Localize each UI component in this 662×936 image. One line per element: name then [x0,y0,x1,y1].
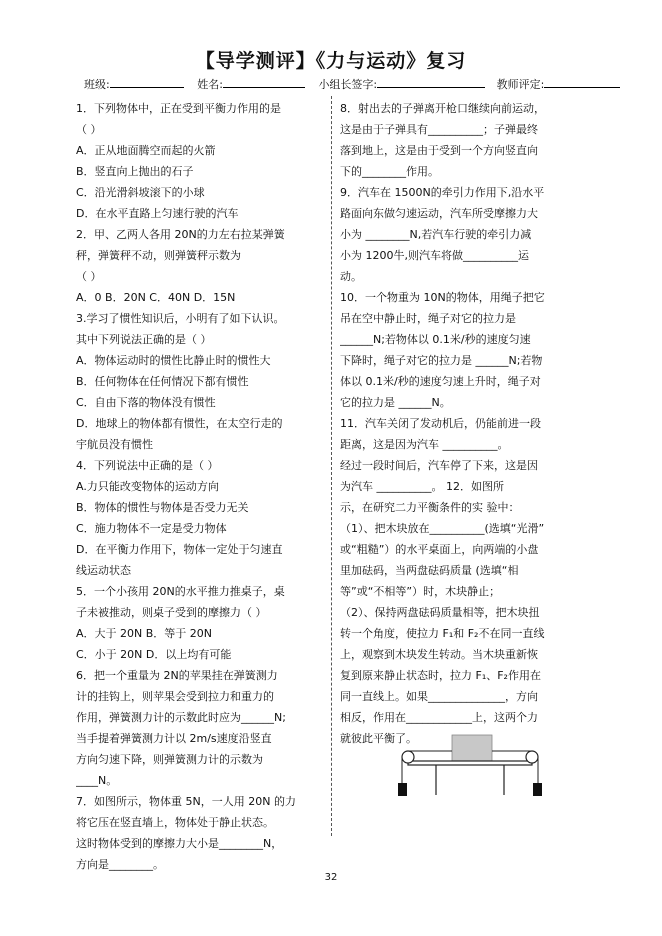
balance-experiment-figure [396,733,544,801]
right-column [340,98,586,749]
text-line: 作用，弹簧测力计的示数此时应为______N; [76,711,286,724]
weight-left [398,783,407,796]
text-line: 距离，这是因为汽车 __________。 [340,438,509,451]
text-line: 落到地上，这是由于受到一个方向竖直向 [340,144,538,157]
text-line: 相反，作用在____________上，这两个力 [340,711,538,724]
text-line: 计的挂钩上，则苹果会受到拉力和重力的 [76,690,274,703]
text-line: 吊在空中静止时，绳子对它的拉力是 [340,312,516,325]
text-line: 秤，弹簧秤不动，则弹簧秤示数为 [76,249,241,262]
text-line: 小为 ________N,若汽车行驶的牵引力减 [340,228,532,241]
text-line: 小为 1200牛,则汽车将做__________运 [340,249,529,262]
text-line: C．沿光滑斜坡滚下的小球 [76,186,205,199]
text-line: 这时物体受到的摩擦力大小是________N， [76,837,283,850]
name-blank [223,76,305,88]
table-top [408,761,532,765]
text-line: 为汽车 __________。 12．如图所 [340,480,504,493]
group-leader-label: 小组长签字: [318,78,378,91]
text-line: 同一直线上。如果______________，方向 [340,690,538,703]
text-line: 方向是________。 [76,858,164,871]
text-line: C．自由下落的物体没有惯性 [76,396,216,409]
text-line: D．在水平直路上匀速行驶的汽车 [76,207,239,220]
text-line: A.力只能改变物体的运动方向 [76,480,219,493]
text-line: ______N;若物体以 0.1米/秒的速度匀速 [340,333,531,346]
text-line: 里加砝码，当两盘砝码质量 (选填“相 [340,564,519,577]
text-line: 动。 [340,270,362,283]
text-line: 经过一段时间后，汽车停了下来，这是因 [340,459,538,472]
text-line: 等”或“不相等”）时，木块静止； [340,585,501,598]
text-line: 子未被推动，则桌子受到的摩擦力（ ） [76,606,267,619]
text-line: （ ） [76,123,102,136]
text-line: D．在平衡力作用下，物体一定处于匀速直 [76,543,283,556]
page-title: 【导学测评】《力与运动》复习 [195,50,467,72]
text-line: 10．一个物重为 10N的物体，用绳子把它 [340,291,545,304]
text-line: （1）、把木块放在__________(选填“光滑” [340,522,545,535]
class-label: 班级: [84,78,110,91]
text-line: 或“粗糙”）的水平桌面上，向两端的小盘 [340,543,539,556]
text-line: B．物体的惯性与物体是否受力无关 [76,501,249,514]
text-line: B．任何物体在任何情况下都有惯性 [76,375,249,388]
text-line: A．正从地面腾空而起的火箭 [76,144,216,157]
text-line: 2．甲、乙两人各用 20N的力左右拉某弹簧 [76,228,285,241]
text-line: 就彼此平衡了。 [340,732,417,745]
text-line: ____N。 [76,774,118,787]
header-fields [84,76,620,92]
text-line: A．大于 20N B．等于 20N [76,627,213,640]
teacher-blank [544,76,620,88]
text-line: 1．下列物体中，正在受到平衡力作用的是 [76,102,281,115]
text-line: 它的拉力是 ______N。 [340,396,451,409]
text-line: 5．一个小孩用 20N的水平推力推桌子，桌 [76,585,285,598]
text-line: 上，观察到木块发生转动。当木块重新恢 [340,648,538,661]
text-line: 7．如图所示，物体重 5N，一人用 20N 的力 [76,795,296,808]
page-number: 32 [324,872,338,883]
text-line: 下降时，绳子对它的拉力是 ______N;若物 [340,354,543,367]
text-line: B．竖直向上抛出的石子 [76,165,194,178]
pulley-left [402,751,414,763]
text-line: 6．把一个重量为 2N的苹果挂在弹簧测力 [76,669,278,682]
text-line: 转一个角度，使拉力 F₁和 F₂不在同一直线 [340,627,545,640]
wooden-block [452,735,492,761]
text-line: A．0 B．20N C．40N D．15N [76,291,236,304]
text-line: 8．射出去的子弹离开枪口继续向前运动， [340,102,545,115]
class-blank [110,76,184,88]
text-line: 其中下列说法正确的是（ ） [76,333,212,346]
left-column [76,98,322,875]
text-line: 宇航员没有惯性 [76,438,153,451]
text-line: 11．汽车关闭了发动机后，仍能前进一段 [340,417,541,430]
pulley-right [526,751,538,763]
text-line: 将它压在竖直墙上，物体处于静止状态。 [76,816,274,829]
name-label: 姓名: [197,78,223,91]
text-line: 方向匀速下降，则弹簧测力计的示数为 [76,753,263,766]
group-leader-blank [377,76,485,88]
text-line: C．小于 20N D．以上均有可能 [76,648,232,661]
text-line: A．物体运动时的惯性比静止时的惯性大 [76,354,271,367]
weight-right [533,783,542,796]
text-line: 复到原来静止状态时，拉力 F₁、F₂作用在 [340,669,541,682]
teacher-label: 教师评定: [496,78,545,91]
text-line: （2）、保持两盘砝码质量相等，把木块扭 [340,606,540,619]
text-line: 当手提着弹簧测力计以 2m/s速度沿竖直 [76,732,272,745]
column-divider [331,96,332,836]
text-line: （ ） [76,270,102,283]
text-line: 3.学习了惯性知识后，小明有了如下认识。 [76,312,285,325]
text-line: D．地球上的物体都有惯性，在太空行走的 [76,417,283,430]
text-line: 9．汽车在 1500N的牵引力作用下,沿水平 [340,186,545,199]
text-line: 这是由于子弹具有__________；子弹最终 [340,123,538,136]
text-line: 体以 0.1米/秒的速度匀速上升时，绳子对 [340,375,541,388]
text-line: 路面向东做匀速运动，汽车所受摩擦力大 [340,207,538,220]
text-line: 4．下列说法中正确的是（ ） [76,459,219,472]
text-line: 下的________作用。 [340,165,439,178]
text-line: 线运动状态 [76,564,131,577]
text-line: C．施力物体不一定是受力物体 [76,522,227,535]
text-line: 示，在研究二力平衡条件的实 验中： [340,501,520,514]
